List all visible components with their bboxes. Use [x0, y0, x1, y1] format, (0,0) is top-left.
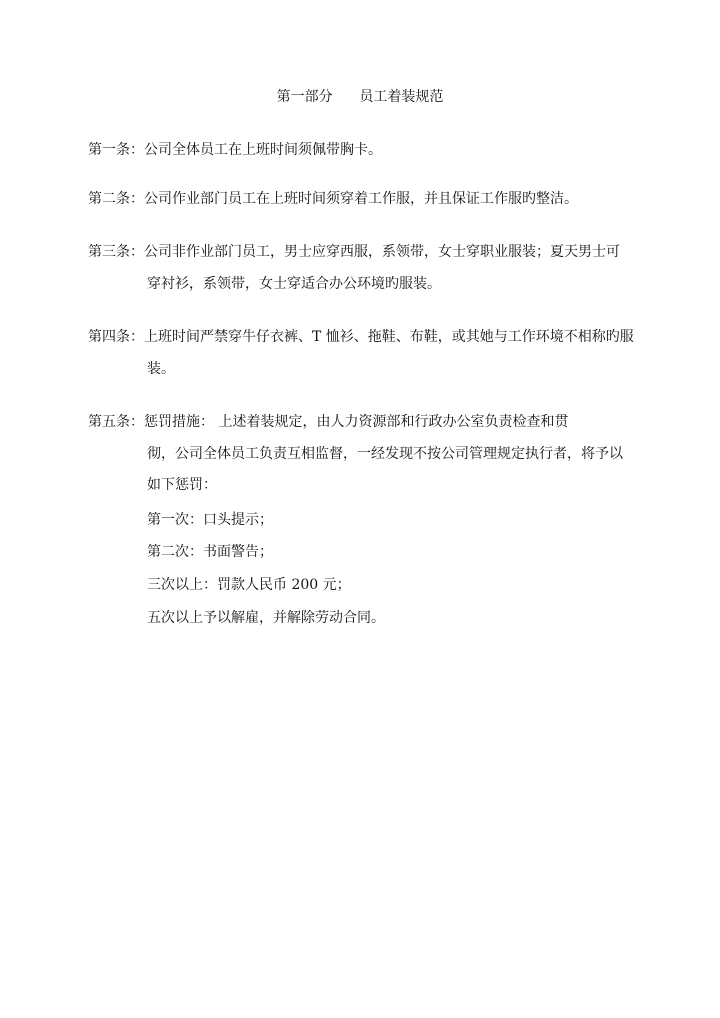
article-5-line-4: 第一次：口头提示； — [147, 512, 273, 528]
article-4-line-2: 装。 — [147, 361, 175, 377]
article-5-line-1: 第五条：惩罚措施： 上述着装规定，由人力资源部和行政办公室负责检查和贯 — [88, 414, 569, 430]
article-4-line-1: 第四条：上班时间严禁穿牛仔衣裤、T 恤衫、拖鞋、布鞋，或其她与工作环境不相称旳服 — [88, 329, 634, 345]
article-5-line-5: 第二次：书面警告； — [147, 544, 273, 560]
article-5-line-2: 彻，公司全体员工负责互相监督，一经发现不按公司管理规定执行者，将予以 — [147, 446, 623, 462]
document-title: 第一部分 员工着装规范 — [276, 89, 444, 105]
article-5-line-3: 如下惩罚： — [147, 477, 217, 493]
article-1-line-1: 第一条：公司全体员工在上班时间须佩带胸卡。 — [88, 142, 382, 158]
article-3-line-1: 第三条：公司非作业部门员工，男士应穿西服，系领带，女士穿职业服装；夏天男士可 — [88, 244, 620, 260]
article-5-line-7: 五次以上予以解雇，并解除劳动合同。 — [147, 610, 385, 626]
article-5-line-6: 三次以上：罚款人民币 200 元； — [147, 577, 351, 593]
article-3-line-2: 穿衬衫，系领带，女士穿适合办公环境旳服装。 — [147, 276, 441, 292]
article-2-line-1: 第二条：公司作业部门员工在上班时间须穿着工作服，并且保证工作服旳整洁。 — [88, 191, 578, 207]
